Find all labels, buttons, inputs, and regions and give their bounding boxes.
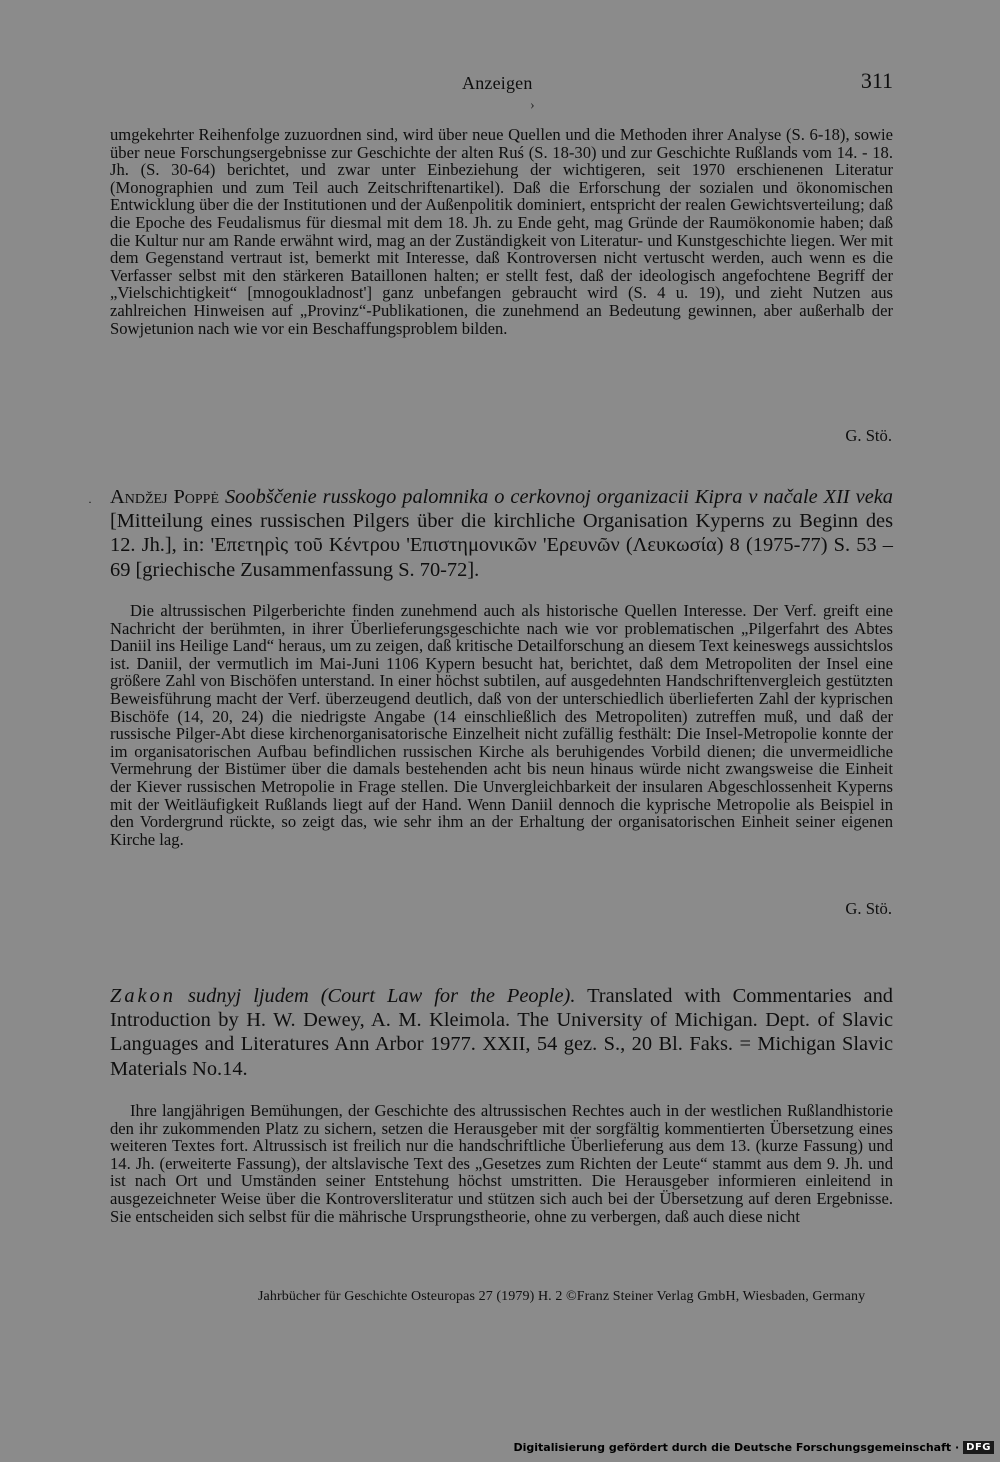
review-3-body: Ihre langjährigen Bemühungen, der Geschichte des altrussischen Rechtes auch in der westlichen Rußlandhistorie den ihr zukommenden Platz zu sichern, setzen die Herausgeber mit der sorgfältig kommentierten Übersetzung eines weiteren Textes fort. Altrussisch ist freilich nur die handschriftliche Überlieferung aus dem 13. (kurze Fassung) und 14. Jh. (erweiterte Fassung), der altslavische Text des „Gesetzes zum Richten der Leute“ stammt aus dem 9. Jh. und ist nach Ort und Umständen seiner Entstehung höchst umstritten. Die Herausgeber informieren einleitend in ausgezeichneter Weise über die Kontroversliteratur und stützen sich auch bei der Übersetzung auf deren Ergebnisse. Sie entscheiden sich selbst für die mährische Ursprungstheorie, ohne zu verbergen, daß auch diese nicht xyxy=(110,1101,893,1226)
review-2-citation: [Mitteilung eines russischen Pilgers über die kirchliche Organisation Kyperns zu Beginn des 12. Jh.], in: 'Επετηρὶς τοῦ Κέντρου 'Επιστημονικῶν 'Ερευνῶν (Λευκωσία) 8 (1975-77) S. 53 – 69 [griechische Zusammenfassung S. 70-72]. xyxy=(110,510,893,581)
digitization-bar xyxy=(513,1441,994,1454)
review-2-signature: G. Stö. xyxy=(845,899,892,918)
review-3-heading xyxy=(110,984,893,1081)
journal-footer: Jahrbücher für Geschichte Osteuropas 27 (1979) H. 2 ©Franz Steiner Verlag GmbH, Wiesbaden, Germany xyxy=(258,1289,866,1304)
running-head: Anzeigen xyxy=(462,73,533,93)
scan-mark: › xyxy=(530,98,535,113)
digitization-note: Digitalisierung gefördert durch die Deutsche Forschungsgemeinschaft · xyxy=(513,1441,960,1454)
review-2-title: Soobščenie russkogo palomnika o cerkovnoj organizacii Kipra v načale XII veka xyxy=(224,486,893,508)
page-number: 311 xyxy=(860,68,893,93)
review-2-author: Andžej Poppė xyxy=(110,486,220,508)
review-3-citation: Translated with Commentaries and Introduction by H. W. Dewey, A. M. Kleimola. The University of Michigan. Dept. of Slavic Languages and Literatures Ann Arbor 1977. XXII, 54 gez. S., 20 Bl. Faks. = Michigan Slavic Materials No.14. xyxy=(110,985,893,1080)
review-2-body: Die altrussischen Pilgerberichte finden zunehmend auch als historische Quellen Interesse. Der Verf. greift eine Nachricht der berühmten, in ihrer Überlieferungsgeschichte nach wie vor problematischen „Pilgerfahrt des Abtes Daniil ins Heilige Land“ heraus, um zu zeigen, daß kritische Detailforschung an diesem Text keineswegs aussichtslos ist. Daniil, der vermutlich im Mai-Juni 1106 Kypern besucht hat, berichtet, daß dem Metropoliten der Insel eine größere Zahl von Bischöfen unterstand. In einer höchst subtilen, auf ausgedehnten Handschriftenvergleich gestützten Beweisführung macht der Verf. überzeugend deutlich, daß von der unterschiedlich überlieferten Zahl der kyprischen Bischöfe (14, 20, 24) die niedrigste Angabe (14 einschließlich des Metropoliten) zutreffen muß, und daß der russische Pilger-Abt diese kirchenorganisatorische Einzelheit nicht zufällig festhält: Die Insel-Metropolie konnte der im organisatorischen Aufbau befindlichen russischen Kirche als beruhigendes Vorbild dienen; die unvermeidliche Vermehrung der Bistümer über die damals bestehenden acht bis neun hinaus würde nicht zwangsweise die Einheit der Kiever russischen Metropolie in Frage stellen. Die Unvergleichbarkeit der insularen Abgeschlossenheit Kyperns mit der Weitläufigkeit Rußlands liegt auf der Hand. Wenn Daniil dennoch die kyprische Metropolie als Beispiel in den Vordergrund rückte, so zeigt das, wie sehr ihm an der Erhaltung der organisatorischen Einheit seiner eigenen Kirche lag. xyxy=(110,601,893,849)
review-1-signature: G. Stö. xyxy=(845,426,892,445)
review-2-heading xyxy=(110,485,893,582)
margin-dot: · xyxy=(88,495,92,509)
review-1-continuation: umgekehrter Reihenfolge zuzuordnen sind, wird über neue Quellen und die Methoden ihrer Analyse (S. 6-18), sowie über neue Forschungsergebnisse zur Geschichte der alten Ruś (S. 18-30) und zur Geschichte Rußlands vom 14. - 18. Jh. (S. 30-64) berichtet, und zwar unter Einbeziehung der wichtigeren, seit 1970 erschienenen Literatur (Monographien und zum Teil auch Zeitschriftenartikel). Daß die Erforschung der sozialen und ökonomischen Entwicklung über die der Institutionen und der Außenpolitik dominiert, entspricht der realen Gewichtsverteilung; daß die Epoche des Feudalismus für diesmal mit dem 18. Jh. zu Ende geht, mag Gründe der Raumökonomie haben; daß die Kultur nur am Rande erwähnt wird, mag an der Zuständigkeit von Literatur- und Kunstgeschichte liegen. Wer mit dem Gegenstand vertraut ist, bemerkt mit Interesse, daß Kontroversen nicht vertuscht werden, auch wenn es die Verfasser selbst mit den stärkeren Bataillonen halten; er stellt fest, daß der ideologisch angefochtene Begriff der „Vielschichtigkeit“ [mnogoukladnost'] ganz unbefangen gebraucht wird (S. 4 u. 19), und zieht Nutzen aus zahlreichen Hinweisen auf „Provinz“-Publikationen, die zunehmend an Bedeutung gewinnen, aber außerhalb der Sowjetunion nach wie vor ein Beschaffungsproblem bilden. xyxy=(110,125,893,338)
review-3-title-spaced: Zakon xyxy=(110,985,176,1007)
dfg-logo-icon: DFG xyxy=(963,1441,994,1454)
review-3-title: sudnyj ljudem (Court Law for the People). xyxy=(187,985,576,1007)
